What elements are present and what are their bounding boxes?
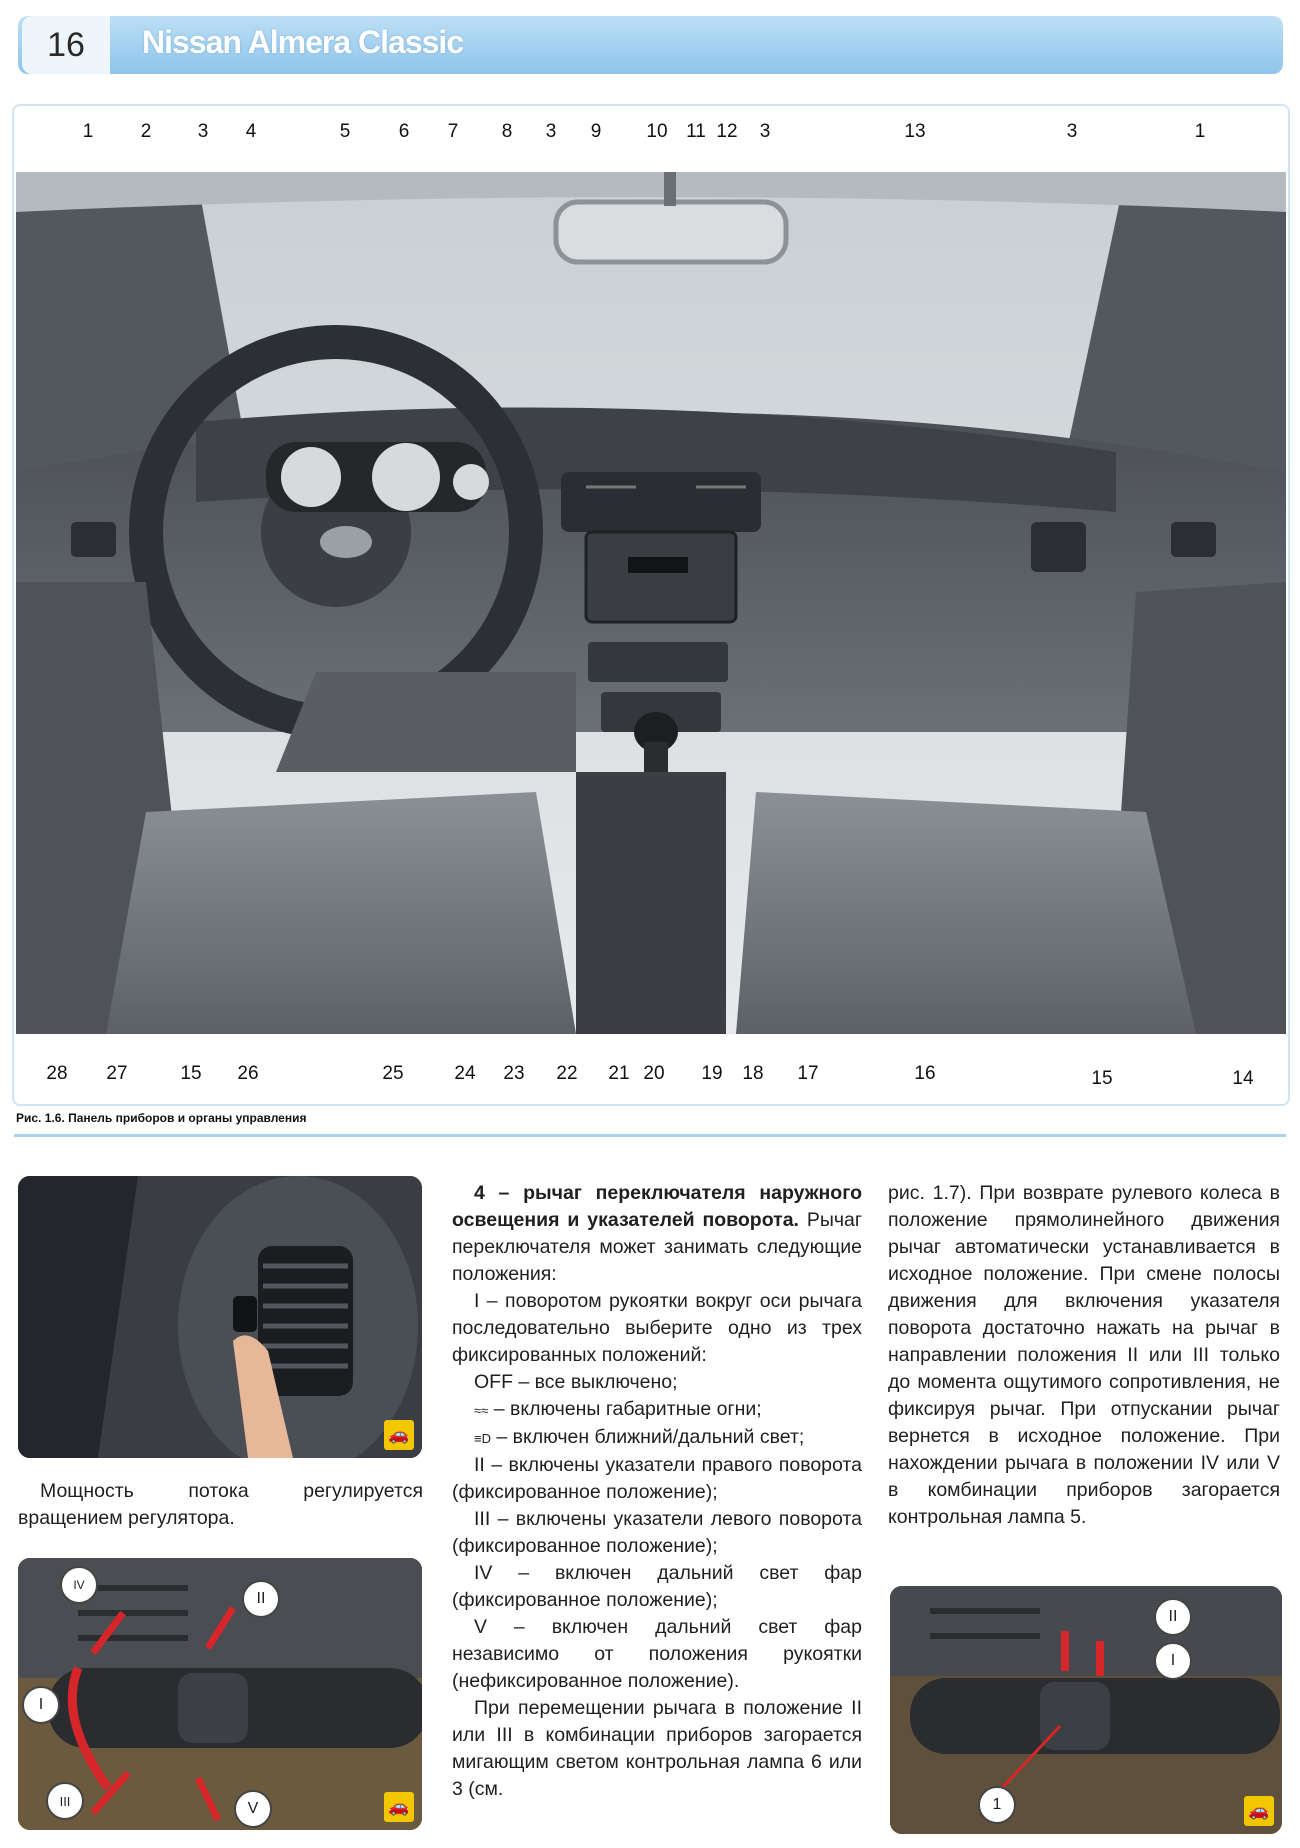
callout-3d: 3 — [1066, 121, 1078, 142]
page-number: 16 — [22, 16, 110, 74]
callout-7: 7 — [447, 121, 459, 142]
callout-14: 14 — [1232, 1068, 1254, 1089]
callout-9: 9 — [590, 121, 602, 142]
lane-position-i-label: I — [1154, 1642, 1192, 1680]
callout-17: 17 — [797, 1063, 819, 1084]
callout-25: 25 — [382, 1063, 404, 1084]
figure-caption: Рис. 1.6. Панель приборов и органы управления — [16, 1111, 307, 1125]
callout-8: 8 — [501, 121, 513, 142]
position-ii-text: II – включены указатели правого поворота (фиксированное положение); — [452, 1454, 862, 1503]
vent-caption — [18, 1478, 423, 1532]
lane-position-ii-label: II — [1154, 1598, 1192, 1636]
callout-24: 24 — [454, 1063, 476, 1084]
off-text: OFF – все выключено; — [474, 1371, 678, 1393]
vent-photo — [18, 1176, 422, 1458]
section-divider — [14, 1134, 1286, 1137]
car-icon-2: 🚗 — [384, 1792, 414, 1822]
position-i-text: I – поворотом рукоятки вокруг оси рычага последовательно выберите одно из трех фиксированных положений: — [452, 1290, 862, 1366]
car-icon-3: 🚗 — [1244, 1796, 1274, 1826]
callout-3: 3 — [197, 121, 209, 142]
callout-4: 4 — [245, 121, 257, 142]
callout-19: 19 — [701, 1063, 723, 1084]
lever-photo-2 — [890, 1586, 1282, 1834]
middle-text-column — [452, 1180, 862, 1803]
callout-13: 13 — [904, 121, 926, 142]
callout-22: 22 — [556, 1063, 578, 1084]
callout-18: 18 — [742, 1063, 764, 1084]
callout-1b: 1 — [1194, 121, 1206, 142]
lever-heading: 4 – рычаг переключателя наружного освещения и указателей поворота. — [452, 1182, 862, 1231]
lever-intro: Рычаг переключателя может занимать следующие положения: — [452, 1209, 862, 1285]
callout-26: 26 — [237, 1063, 259, 1084]
position-iv-label: IV — [60, 1566, 98, 1604]
callout-15: 15 — [180, 1063, 202, 1084]
position-v-text: V – включен дальний свет фар независимо от положения рукоятки (нефиксированное положение). — [452, 1616, 862, 1692]
lane-change-text: рис. 1.7). При возврате рулевого колеса в положение прямолинейного движения рычаг автоматически устанавливается в исходное положение. При смене полосы движения для включения указателя поворота достаточно нажать на рычаг в направлении положения II или III только до момента ощутимого сопротивления, не фиксируя рычаг. При отпускании рычаг вернется в исходное положение. При нахождении рычага в положении IV или V в комбинации приборов загорается контрольная лампа 5. — [888, 1182, 1280, 1528]
parking-lights-text: – включены габаритные огни; — [493, 1398, 762, 1420]
dashboard-photo — [16, 172, 1286, 1034]
callout-3c: 3 — [759, 121, 771, 142]
callout-27: 27 — [106, 1063, 128, 1084]
callout-16: 16 — [914, 1063, 936, 1084]
headlight-icon: ≡D — [474, 1431, 491, 1446]
lever-pointer-1-label: 1 — [978, 1786, 1016, 1824]
lever-photo-1 — [18, 1558, 422, 1830]
callout-6: 6 — [398, 121, 410, 142]
callout-2: 2 — [140, 121, 152, 142]
callout-5: 5 — [339, 121, 351, 142]
right-text-column — [888, 1180, 1280, 1531]
parking-lights-icon: ≈≈ — [474, 1403, 489, 1418]
callout-15b: 15 — [1091, 1068, 1113, 1089]
position-iii-label: III — [46, 1782, 84, 1820]
position-v-label: V — [234, 1790, 272, 1828]
position-ii-label: II — [242, 1580, 280, 1618]
car-icon: 🚗 — [384, 1420, 414, 1450]
indicator-lamp-text: При перемещении рычага в положение II или III в комбинации приборов загорается мигающим светом контрольная лампа 6 или 3 (см. — [452, 1697, 862, 1800]
position-iv-text: IV – включен дальний свет фар (фиксированное положение); — [452, 1562, 862, 1611]
callout-21: 21 — [608, 1063, 630, 1084]
callout-28: 28 — [46, 1063, 68, 1084]
vent-caption-text: Мощность потока регулируется вращением регулятора. — [18, 1480, 423, 1529]
position-i-label: I — [22, 1686, 60, 1724]
book-title: Nissan Almera Classic — [142, 24, 464, 60]
callout-12: 12 — [716, 121, 738, 142]
callout-1: 1 — [82, 121, 94, 142]
callout-20: 20 — [643, 1063, 665, 1084]
headlights-text: – включен ближний/дальний свет; — [496, 1426, 805, 1448]
callout-3b: 3 — [545, 121, 557, 142]
callout-11: 11 — [686, 121, 706, 142]
callout-23: 23 — [503, 1063, 525, 1084]
position-iii-text: III – включены указатели левого поворота (фиксированное положение); — [452, 1508, 862, 1557]
callout-10: 10 — [646, 121, 668, 142]
